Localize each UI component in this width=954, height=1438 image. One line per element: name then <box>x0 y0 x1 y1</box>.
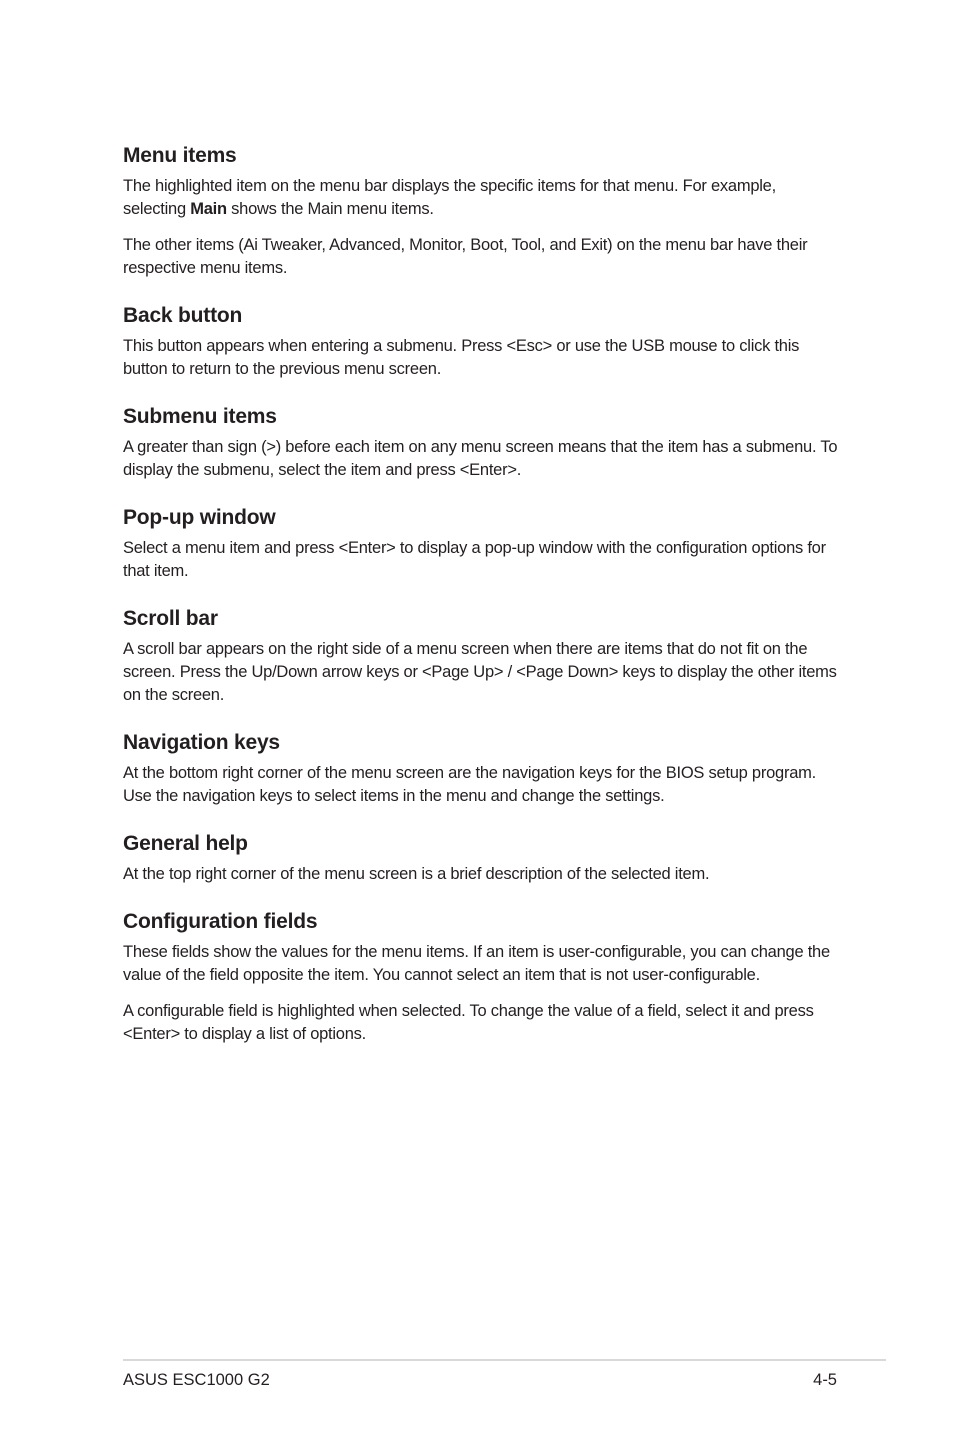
bold-term: Main <box>190 200 227 218</box>
footer-page-number: 4-5 <box>813 1371 837 1389</box>
section-paragraph: A scroll bar appears on the right side of a menu screen when there are items that do not fit on the screen. Press the Up/Down arrow keys or <Page Up> / <Page Down> keys to display the other items on the screen. <box>123 640 837 704</box>
section-heading: Pop-up window <box>123 506 276 529</box>
section-submenu-items <box>123 404 843 482</box>
section-paragraph: A greater than sign (>) before each item on any menu screen means that the item has a submenu. To display the submenu, select the item and press <Enter>. <box>123 438 838 479</box>
section-heading: Menu items <box>123 144 237 167</box>
section-scroll-bar <box>123 606 843 707</box>
section-configuration-fields <box>123 909 843 1046</box>
footer-product-name: ASUS ESC1000 G2 <box>123 1371 270 1389</box>
section-paragraph: These fields show the values for the menu items. If an item is user-configurable, you can change the value of the field opposite the item. You cannot select an item that is not user-configurable. <box>123 943 830 984</box>
section-paragraph: Select a menu item and press <Enter> to display a pop-up window with the configuration options for that item. <box>123 539 826 580</box>
section-heading: General help <box>123 832 248 855</box>
section-paragraph: This button appears when entering a submenu. Press <Esc> or use the USB mouse to click this button to return to the previous menu screen. <box>123 337 800 378</box>
section-menu-items <box>123 143 843 280</box>
section-paragraph: At the bottom right corner of the menu screen are the navigation keys for the BIOS setup program. Use the navigation keys to select items in the menu and change the settings. <box>123 764 816 805</box>
section-navigation-keys <box>123 730 843 808</box>
paragraph-text: The highlighted item on the menu bar displays the specific items for that menu. For example, selecting <box>123 177 776 218</box>
section-heading: Navigation keys <box>123 731 280 754</box>
section-paragraph: At the top right corner of the menu screen is a brief description of the selected item. <box>123 865 710 883</box>
section-heading: Configuration fields <box>123 910 318 933</box>
section-paragraph: The other items (Ai Tweaker, Advanced, Monitor, Boot, Tool, and Exit) on the menu bar have their respective menu items. <box>123 236 808 277</box>
section-general-help <box>123 831 843 886</box>
section-back-button <box>123 303 843 381</box>
section-paragraph: A configurable field is highlighted when selected. To change the value of a field, select it and press <Enter> to display a list of options. <box>123 1002 814 1043</box>
section-heading: Back button <box>123 304 243 327</box>
paragraph-text: shows the Main menu items. <box>226 200 434 218</box>
footer-divider <box>123 1359 886 1361</box>
section-paragraph <box>123 175 843 221</box>
page-content <box>123 143 843 1069</box>
section-popup-window <box>123 505 843 583</box>
section-heading: Submenu items <box>123 405 277 428</box>
section-heading: Scroll bar <box>123 607 218 630</box>
